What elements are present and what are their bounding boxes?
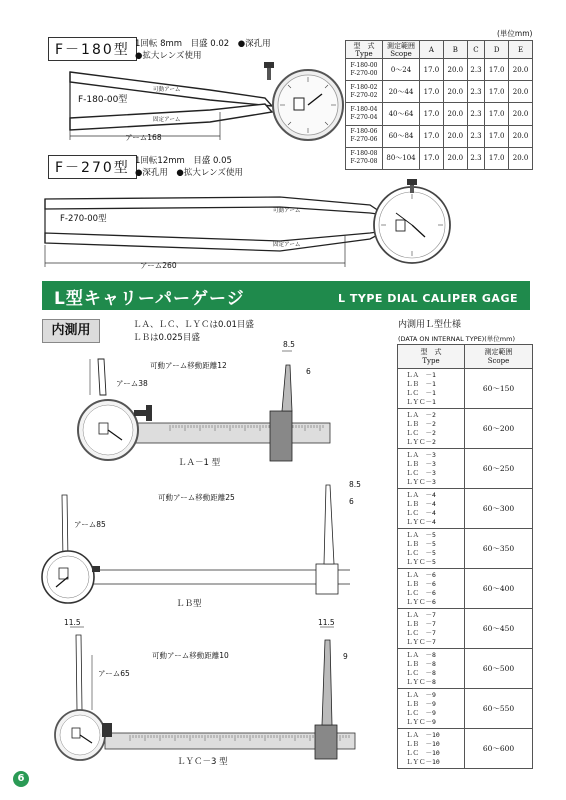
f-table-type-code: F-180-02: [350, 83, 378, 91]
f-table-cell-c: 2.3: [467, 147, 484, 169]
l-table-cell-type: [398, 409, 465, 449]
f-table-cell-type: [346, 103, 383, 125]
f-table-cell-c: 2.3: [467, 103, 484, 125]
l-table-type-code: ＬＡ －8: [406, 650, 436, 659]
f-table-header-b: B: [443, 41, 467, 59]
f-table-cell-b: 20.0: [443, 81, 467, 103]
la1-dim-1: 8.5: [283, 340, 295, 349]
l-table-subtitle: (DATA ON INTERNAL TYPE)(単位mm): [398, 335, 515, 343]
l-table-cell-type: [398, 489, 465, 529]
l-table-cell-type: [398, 369, 465, 409]
l-table-type-code: ＬＹＣ－5: [406, 557, 436, 566]
f180-spec-line-2: ●拡大レンズ使用: [135, 51, 202, 61]
f270-spec-line-1: 1回転12mm 目盛 0.05: [135, 156, 232, 166]
l-table-type-code: ＬＡ －5: [406, 530, 436, 539]
f270-arm-length: アーム260: [140, 261, 177, 270]
l-table-type-code: ＬＡ －2: [406, 410, 436, 419]
la1-caption: ＬＡ－1 型: [178, 458, 221, 468]
l-table-type-code: ＬＡ －1: [406, 370, 436, 379]
la1-dim-2: 6: [306, 367, 311, 376]
l-table-row: [398, 529, 533, 569]
f-table-cell-e: 20.0: [509, 147, 533, 169]
f180-part-label: F-180-00型: [78, 95, 128, 105]
l-table-type-code: ＬＹＣ－6: [406, 597, 436, 606]
l-table-cell-scope: 60～150: [465, 369, 533, 409]
lyc3-travel-label: 可動アーム移動距離10: [152, 651, 229, 660]
l-table-cell-type: [398, 689, 465, 729]
l-table-cell-scope: 60～400: [465, 569, 533, 609]
l-table-type-code: ＬＢ －7: [406, 619, 436, 628]
f270-spec-line-2: ●深孔用 ●拡大レンズ使用: [135, 168, 243, 178]
f-table-type-code: F-180-04: [350, 105, 378, 113]
f180-arm-length: アーム168: [125, 133, 162, 142]
lyc3-dim-right: 11.5: [318, 618, 335, 627]
l-table-type-code: ＬＹＣ－1: [406, 397, 436, 406]
f-table-cell-c: 2.3: [467, 125, 484, 147]
l-table-type-code: ＬＢ －2: [406, 419, 436, 428]
f-table-type-code: F-180-00: [350, 61, 378, 69]
f-table-row: [346, 147, 533, 169]
f270-fixed-arm-label: 固定アーム: [273, 242, 301, 248]
lb-dim-2: 6: [349, 497, 354, 506]
l-table-type-code: ＬＡ －6: [406, 570, 436, 579]
l-table-cell-scope: 60～600: [465, 729, 533, 769]
l-table-type-code: ＬＹＣ－9: [406, 717, 436, 726]
l-table-type-code: ＬＣ －1: [406, 388, 436, 397]
l-table-cell-type: [398, 569, 465, 609]
l-table-header-row: [398, 345, 533, 369]
f-table-cell-b: 20.0: [443, 125, 467, 147]
page-number: 6: [13, 771, 29, 787]
l-table-type-code: ＬＹＣ－3: [406, 477, 436, 486]
lb-travel-label: 可動アーム移動距離25: [158, 493, 235, 502]
f-table-cell-a: 17.0: [420, 147, 444, 169]
l-table-row: [398, 369, 533, 409]
l-table-type-code: ＬＣ －4: [406, 508, 436, 517]
banner-title-en: L TYPE DIAL CALIPER GAGE: [338, 292, 518, 305]
l-table-row: [398, 649, 533, 689]
f-table-cell-type: [346, 147, 383, 169]
f-table-cell-type: [346, 125, 383, 147]
l-table-type-code: ＬＣ －5: [406, 548, 436, 557]
lb-arm-label: アーム85: [74, 520, 106, 529]
l-table-cell-type: [398, 449, 465, 489]
f-table-header-a: A: [420, 41, 444, 59]
f-table-cell-type: [346, 81, 383, 103]
f-table-cell-scope: 0～24: [383, 59, 420, 81]
f-table-header-type: 型 式 Type: [346, 41, 383, 59]
f-table-cell-d: 17.0: [485, 81, 509, 103]
lyc3-dim-left: 11.5: [64, 618, 81, 627]
l-table-type-code: ＬＹＣ－7: [406, 637, 436, 646]
l-table-row: [398, 449, 533, 489]
l-table-type-code: ＬＢ －5: [406, 539, 436, 548]
f-table-type-code: F-270-02: [350, 91, 378, 99]
l-table-type-code: ＬＡ －9: [406, 690, 436, 699]
f-table-cell-b: 20.0: [443, 103, 467, 125]
units-note: (単位mm): [497, 29, 533, 38]
f-table-cell-c: 2.3: [467, 81, 484, 103]
inside-spec-line-2: ＬＢは0.025目盛: [133, 333, 200, 343]
l-table-header-scope: 測定範囲 Scope: [465, 345, 533, 369]
la1-arm-label: アーム38: [116, 379, 148, 388]
f-table-cell-a: 17.0: [420, 59, 444, 81]
l-table-type-code: ＬＣ －9: [406, 708, 436, 717]
f-table-cell-d: 17.0: [485, 59, 509, 81]
l-table-cell-scope: 60～300: [465, 489, 533, 529]
f-table-cell-e: 20.0: [509, 125, 533, 147]
l-table-type-code: ＬＢ －3: [406, 459, 436, 468]
f-table-cell-a: 17.0: [420, 103, 444, 125]
l-table-type-code: ＬＹＣ－4: [406, 517, 436, 526]
f-table-type-code: F-270-06: [350, 136, 378, 144]
l-table-type-code: ＬＹＣ－2: [406, 437, 436, 446]
inside-type-tag: 内測用: [42, 319, 100, 343]
f-table-cell-a: 17.0: [420, 81, 444, 103]
f-table-type-code: F-270-08: [350, 158, 378, 166]
f-table-cell-e: 20.0: [509, 81, 533, 103]
l-table-type-code: ＬＣ －10: [406, 748, 440, 757]
f-table-header-e: E: [509, 41, 533, 59]
f-table-type-code: F-270-00: [350, 69, 378, 77]
f-table-cell-scope: 40～64: [383, 103, 420, 125]
l-table-type-code: ＬＹＣ－8: [406, 677, 436, 686]
l-table-type-code: ＬＢ －10: [406, 739, 440, 748]
l-table-type-code: ＬＢ －1: [406, 379, 436, 388]
l-table-cell-scope: 60～250: [465, 449, 533, 489]
f-table-type-code: F-180-08: [350, 150, 378, 158]
f-table-cell-d: 17.0: [485, 147, 509, 169]
f-table-header-row: [346, 41, 533, 59]
f270-model-title: F－270型: [48, 155, 137, 179]
l-table-cell-type: [398, 649, 465, 689]
f-table-type-code: F-270-04: [350, 113, 378, 121]
la1-travel-label: 可動アーム移動距離12: [150, 361, 227, 370]
l-table-cell-scope: 60～550: [465, 689, 533, 729]
l-table-header-type: 型 式 Type: [398, 345, 465, 369]
f-table-cell-d: 17.0: [485, 103, 509, 125]
l-table-type-code: ＬＡ －10: [406, 730, 440, 739]
l-table-type-code: ＬＡ －7: [406, 610, 436, 619]
l-table-cell-type: [398, 529, 465, 569]
l-table-title: 内測用Ｌ型仕様: [398, 320, 462, 330]
l-table-cell-scope: 60～350: [465, 529, 533, 569]
f-table-cell-a: 17.0: [420, 125, 444, 147]
lyc3-dim-3: 9: [343, 652, 348, 661]
banner-title-jp: L型キャリーパーゲージ: [54, 289, 245, 309]
l-table-type-code: ＬＣ －6: [406, 588, 436, 597]
lyc3-gauge-drawing: [40, 615, 360, 765]
inside-spec-line-1: ＬＡ、ＬＣ、ＬＹＣは0.01目盛: [133, 320, 254, 330]
f-table-cell-scope: 20～44: [383, 81, 420, 103]
l-spec-table: [397, 344, 533, 769]
f180-fixed-arm-label: 固定アーム: [153, 117, 181, 123]
l-table-type-code: ＬＢ －6: [406, 579, 436, 588]
l-table-type-code: ＬＡ －4: [406, 490, 436, 499]
f270-gauge-drawing: [40, 175, 460, 275]
f180-spec-line-1: 1回転 8mm 目盛 0.02 ●深孔用: [135, 39, 271, 49]
f180-movable-arm-label: 可動アーム: [153, 87, 181, 93]
f-table-header-c: C: [467, 41, 484, 59]
l-table-type-code: ＬＣ －8: [406, 668, 436, 677]
l-table-type-code: ＬＢ －9: [406, 699, 436, 708]
f-table-row: [346, 59, 533, 81]
f-table-cell-b: 20.0: [443, 147, 467, 169]
l-table-row: [398, 689, 533, 729]
f-table-cell-type: [346, 59, 383, 81]
f-table-type-code: F-180-06: [350, 128, 378, 136]
f270-movable-arm-label: 可動アーム: [273, 208, 301, 214]
f180-model-title: F－180型: [48, 37, 137, 61]
f270-part-label: F-270-00型: [60, 214, 107, 224]
f-table-cell-b: 20.0: [443, 59, 467, 81]
f-table-cell-scope: 80～104: [383, 147, 420, 169]
f-table-row: [346, 81, 533, 103]
f-table-cell-c: 2.3: [467, 59, 484, 81]
l-table-cell-scope: 60～200: [465, 409, 533, 449]
f-table-cell-scope: 60～84: [383, 125, 420, 147]
section-banner: [42, 281, 530, 310]
lyc3-caption: ＬＹＣ－3 型: [177, 757, 228, 767]
l-table-type-code: ＬＣ －3: [406, 468, 436, 477]
l-table-cell-scope: 60～450: [465, 609, 533, 649]
l-table-cell-type: [398, 609, 465, 649]
l-table-row: [398, 729, 533, 769]
f-spec-table: [345, 40, 533, 170]
f-table-cell-e: 20.0: [509, 103, 533, 125]
f-table-cell-d: 17.0: [485, 125, 509, 147]
l-table-cell-type: [398, 729, 465, 769]
l-table-row: [398, 569, 533, 609]
f-table-row: [346, 125, 533, 147]
f-table-row: [346, 103, 533, 125]
f-table-header-scope: 測定範囲 Scope: [383, 41, 420, 59]
l-table-row: [398, 609, 533, 649]
l-table-type-code: ＬＢ －8: [406, 659, 436, 668]
l-table-cell-scope: 60～500: [465, 649, 533, 689]
lb-caption: ＬＢ型: [176, 599, 202, 609]
f-table-header-d: D: [485, 41, 509, 59]
l-table-type-code: ＬＢ －4: [406, 499, 436, 508]
l-table-type-code: ＬＣ －7: [406, 628, 436, 637]
l-table-type-code: ＬＹＣ－10: [406, 757, 440, 766]
l-table-row: [398, 489, 533, 529]
lyc3-arm-label: アーム65: [98, 669, 130, 678]
l-table-row: [398, 409, 533, 449]
lb-dim-1: 8.5: [349, 480, 361, 489]
f-table-cell-e: 20.0: [509, 59, 533, 81]
l-table-type-code: ＬＣ －2: [406, 428, 436, 437]
l-table-type-code: ＬＡ －3: [406, 450, 436, 459]
